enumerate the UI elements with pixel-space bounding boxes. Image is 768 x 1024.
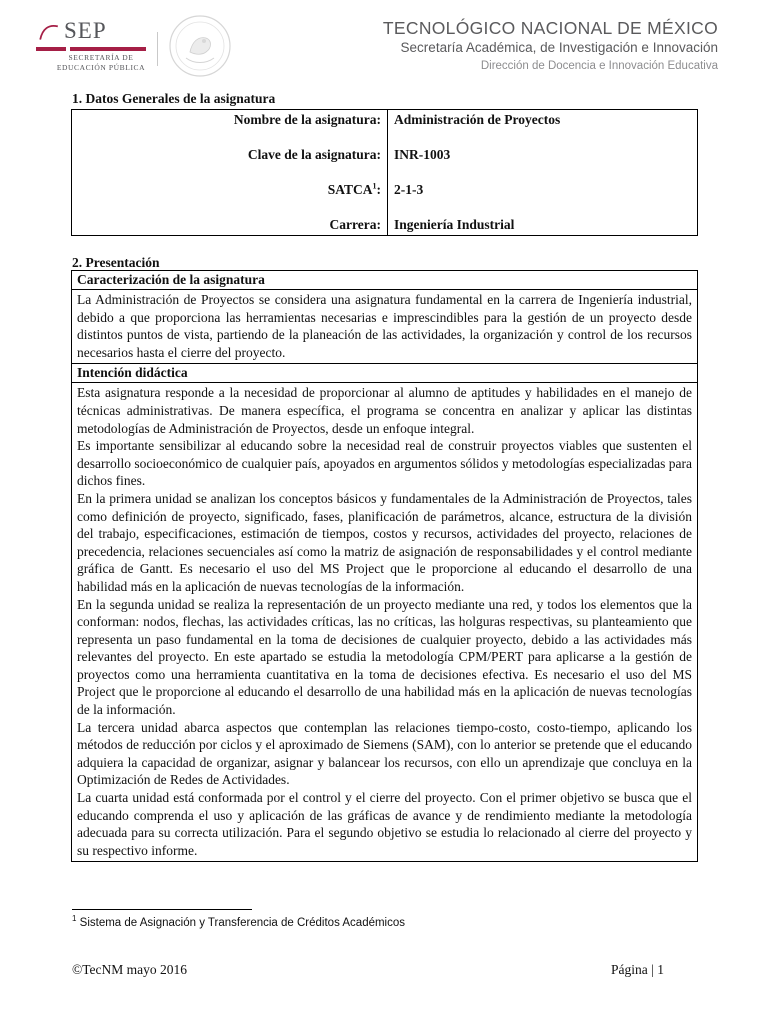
caracterizacion-title: Caracterización de la asignatura: [72, 271, 697, 290]
section-1-heading: 1. Datos Generales de la asignatura: [72, 91, 276, 106]
value-cell: [388, 110, 698, 236]
footnote-rule: [72, 909, 252, 910]
intencion-text: [72, 383, 697, 861]
sep-bar-left: [36, 47, 66, 51]
field-label: Carrera:: [329, 217, 381, 232]
career-value: Ingeniería Industrial: [394, 217, 515, 232]
footnote-text: Sistema de Asignación y Transferencia de Créditos Académicos: [76, 917, 406, 929]
satca-value: 2-1-3: [394, 182, 424, 197]
paragraph: La tercera unidad abarca aspectos que contemplan las relaciones tiempo-costo, costo-tiempo, aplicando los métodos de reducción por ciclos y el aproximado de Siemens (SAM), con lo anterior se pretende que el educando adquiera la capacidad de organizar, asignar y balancear los recursos, con ello un aprendizaje que concluya en la Optimización de Redes de Actividades.: [77, 719, 692, 788]
sep-bar-right: [70, 47, 146, 51]
footer-page-number: Página | 1: [611, 962, 664, 977]
field-label-text: SATCA: [327, 182, 373, 197]
table-row: [72, 110, 698, 236]
header-divider: [157, 32, 158, 66]
sep-subtitle-line1: SECRETARÍA DE: [68, 53, 134, 62]
paragraph: La Administración de Proyectos se considera una asignatura fundamental en la carrera de Ingeniería industrial, debido a que proporciona las herramientas necesarias e imprescindibles para la gestión de un proyecto desde distintos puntos de vista, partiendo de la planeación de las actividades, la organización y control de los recursos necesarios hasta el cierre del proyecto.: [77, 292, 692, 360]
paragraph: En la primera unidad se analizan los conceptos básicos y fundamentales de la Administración de Proyectos, tales como definición de proyecto, significado, fases, planificación de parámetros, alcance, estructura de la división del trabajo, especificaciones, estimación de tiempos, costos y recursos, actividades del proyecto, relaciones de precedencia, relaciones secuenciales así como la matriz de asignación de responsabilidades y el control mediante gráfica de Gantt. Es necesario el uso del MS Project que le proporcione al educando el desarrollo de una habilidad más en la aplicación de nuevas tecnologías de la información.: [77, 490, 692, 594]
secretariat-name: Secretaría Académica, de Investigación e Innovación: [400, 40, 718, 55]
paragraph: En la segunda unidad se realiza la representación de un proyecto mediante una red, y todos los elementos que la conforman: nodos, flechas, las actividades críticas, las no críticas, las holguras respectivas, su planteamiento que representa un paso fundamental en la toma de decisiones de cualquier proyecto, debido a las actividades más relevantes del proyecto. En este apartado se estudia la metodología CPM/PERT para aplicarse a la gestión de proyectos como una herramienta cuantitativa en la toma de decisiones efectiva. Es necesario el uso del MS Project que le proporcione al educando el desarrollo de una habilidad más en la aplicación de nuevas tecnologías de la información.: [77, 596, 692, 718]
sep-logo-graphic: [36, 22, 62, 44]
sep-wordmark: SEP: [64, 18, 107, 43]
label-cell: [72, 110, 388, 236]
footnote-ref: 1: [372, 181, 377, 191]
presentation-box: [71, 270, 698, 862]
section-2-heading: 2. Presentación: [72, 255, 160, 270]
footer-copyright: ©TecNM mayo 2016: [72, 962, 188, 977]
intencion-title: Intención didáctica: [72, 363, 697, 383]
course-code-value: INR-1003: [394, 147, 451, 162]
page-header: [0, 0, 768, 90]
footnote: [72, 914, 406, 929]
direction-name: Dirección de Docencia e Innovación Educativa: [480, 60, 718, 72]
course-name-value: Administración de Proyectos: [394, 112, 561, 127]
field-label: [72, 180, 381, 200]
field-label: Nombre de la asignatura:: [233, 112, 381, 127]
paragraph: Esta asignatura responde a la necesidad de proporcionar al alumno de aptitudes y habilidades en el manejo de técnicas administrativas. De manera específica, el programa se concentra en analizar y aplicar las distintas metodologías de Administración de Proyectos, desde un enfoque integral.: [77, 385, 692, 436]
paragraph: Es importante sensibilizar al educando sobre la necesidad real de construir proyectos viables que sustenten el desarrollo socioeconómico de cualquier país, apoyados en argumentos sólidos y metodologías especializadas para dichos fines.: [77, 438, 692, 489]
field-label: Clave de la asignatura:: [247, 147, 381, 162]
national-seal-icon: [168, 14, 232, 78]
institution-block: [383, 17, 718, 75]
general-data-table: [71, 109, 698, 236]
caracterizacion-text: [72, 290, 697, 363]
field-label-suffix: :: [376, 182, 381, 197]
footnote-marker: 1: [72, 914, 77, 924]
paragraph: La cuarta unidad está conformada por el control y el cierre del proyecto. Con el primer objetivo se busca que el educando comprenda el uso y aplicación de las gráficas de avance y de rendimiento mediante la metodología adecuada para su correcta utilización. Para el segundo objetivo se estudia lo relacionado al cierre del proyecto y su respectivo informe.: [77, 790, 692, 858]
institution-name: TECNOLÓGICO NACIONAL DE MÉXICO: [382, 18, 718, 38]
sep-subtitle-line2: EDUCACIÓN PÚBLICA: [56, 63, 146, 72]
